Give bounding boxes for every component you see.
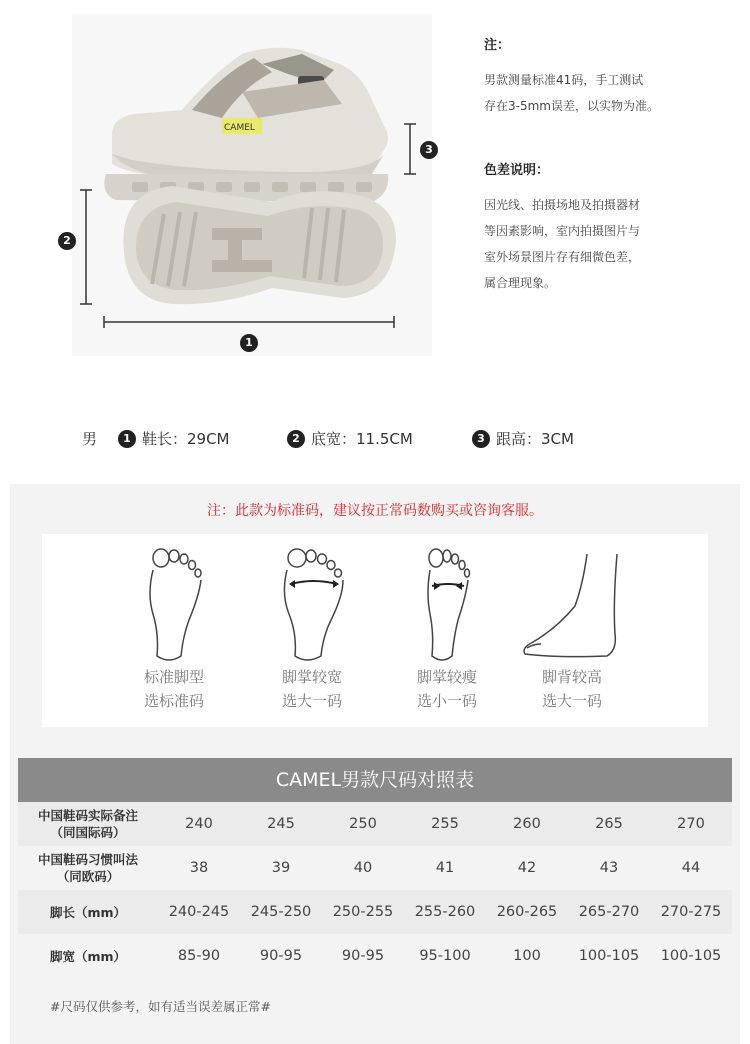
table-row	[18, 802, 732, 846]
foot-standard-icon	[139, 544, 209, 664]
row-label: 中国鞋码实际备注 （同国际码）	[37, 808, 138, 840]
foot-type-card	[42, 534, 708, 727]
foot-caption: 脚掌较宽	[281, 668, 342, 686]
foot-caption: 选标准码	[143, 692, 204, 710]
table-cell: 100-105	[660, 948, 722, 964]
table-cell: 39	[271, 860, 291, 876]
table-row	[18, 846, 732, 890]
dimension-heel: 3 跟高：3CM	[472, 424, 574, 454]
row-label: 脚长（mm）	[49, 904, 127, 920]
marker-icon: 1	[118, 430, 136, 448]
table-row	[18, 890, 732, 934]
color-note-line: 属合理现象。	[484, 276, 557, 290]
table-cell: 240-245	[168, 904, 230, 920]
table-cell: 43	[599, 860, 619, 876]
foot-wide-icon	[277, 544, 347, 664]
size-chart-table	[18, 758, 732, 978]
table-cell: 90-95	[341, 948, 385, 964]
table-cell: 260	[513, 816, 541, 832]
foot-type-narrow	[387, 544, 507, 724]
table-cell: 265	[595, 816, 623, 832]
table-cell: 90-95	[259, 948, 303, 964]
size-warning: 注：此款为标准码，建议按正常码数购买或咨询客服。	[207, 503, 543, 519]
row-label: 脚宽（mm）	[49, 948, 127, 964]
foot-type-standard	[114, 544, 234, 724]
table-cell: 250	[349, 816, 377, 832]
table-cell: 100	[513, 948, 541, 964]
marker-1: 1	[240, 334, 258, 352]
foot-caption: 选大一码	[281, 692, 342, 710]
table-cell: 38	[189, 860, 209, 876]
table-cell: 95-100	[419, 948, 471, 964]
foot-type-wide	[252, 544, 372, 724]
gender-label: 男	[82, 430, 98, 448]
table-cell: 250-255	[332, 904, 394, 920]
row-label: 中国鞋码习惯叫法 （同欧码）	[37, 852, 138, 884]
foot-caption: 选大一码	[541, 692, 602, 710]
marker-icon: 3	[472, 430, 490, 448]
note-line: 男款测量标准41码，手工测试	[484, 73, 644, 87]
table-cell: 85-90	[177, 948, 221, 964]
foot-high-instep-icon	[517, 544, 627, 664]
table-cell: 255	[431, 816, 459, 832]
table-row	[18, 934, 732, 978]
table-cell: 255-260	[414, 904, 476, 920]
dimensions-row	[0, 424, 750, 454]
foot-caption: 脚掌较瘦	[416, 668, 477, 686]
table-cell: 240	[185, 816, 213, 832]
footnote: #尺码仅供参考，如有适当误差属正常#	[50, 999, 271, 1014]
marker-icon: 2	[287, 430, 305, 448]
product-photo	[72, 14, 432, 356]
table-title: CAMEL男款尺码对照表	[18, 758, 732, 802]
foot-type-high-instep	[512, 544, 632, 724]
svg-text:CAMEL: CAMEL	[224, 123, 255, 133]
sandal-illustration	[72, 14, 432, 356]
dimension-width: 2 底宽：11.5CM	[287, 424, 413, 454]
foot-caption: 脚背较高	[541, 668, 602, 686]
table-cell: 270-275	[660, 904, 722, 920]
color-note-line: 等因素影响，室内拍摄图片与	[484, 224, 641, 238]
foot-caption: 选小一码	[416, 692, 477, 710]
table-cell: 265-270	[578, 904, 640, 920]
table-cell: 245-250	[250, 904, 312, 920]
table-cell: 44	[681, 860, 701, 876]
color-note-line: 因光线、拍摄场地及拍摄器材	[484, 198, 641, 212]
marker-2: 2	[58, 232, 76, 250]
note-line: 存在3-5mm误差，以实物为准。	[484, 99, 659, 113]
product-size-section	[0, 0, 750, 400]
foot-caption: 标准脚型	[143, 668, 204, 686]
color-note-line: 室外场景图片存有细微色差，	[484, 250, 641, 264]
table-cell: 100-105	[578, 948, 640, 964]
table-cell: 41	[435, 860, 455, 876]
table-cell: 42	[517, 860, 537, 876]
color-note-title: 色差说明：	[484, 163, 550, 178]
marker-3: 3	[420, 141, 438, 159]
foot-narrow-icon	[412, 544, 482, 664]
table-cell: 260-265	[496, 904, 558, 920]
table-cell: 270	[677, 816, 705, 832]
note-title: 注：	[484, 38, 511, 53]
table-cell: 245	[267, 816, 295, 832]
dimension-length: 1 鞋长：29CM	[118, 424, 230, 454]
table-cell: 40	[353, 860, 373, 876]
notes-panel	[484, 34, 734, 296]
